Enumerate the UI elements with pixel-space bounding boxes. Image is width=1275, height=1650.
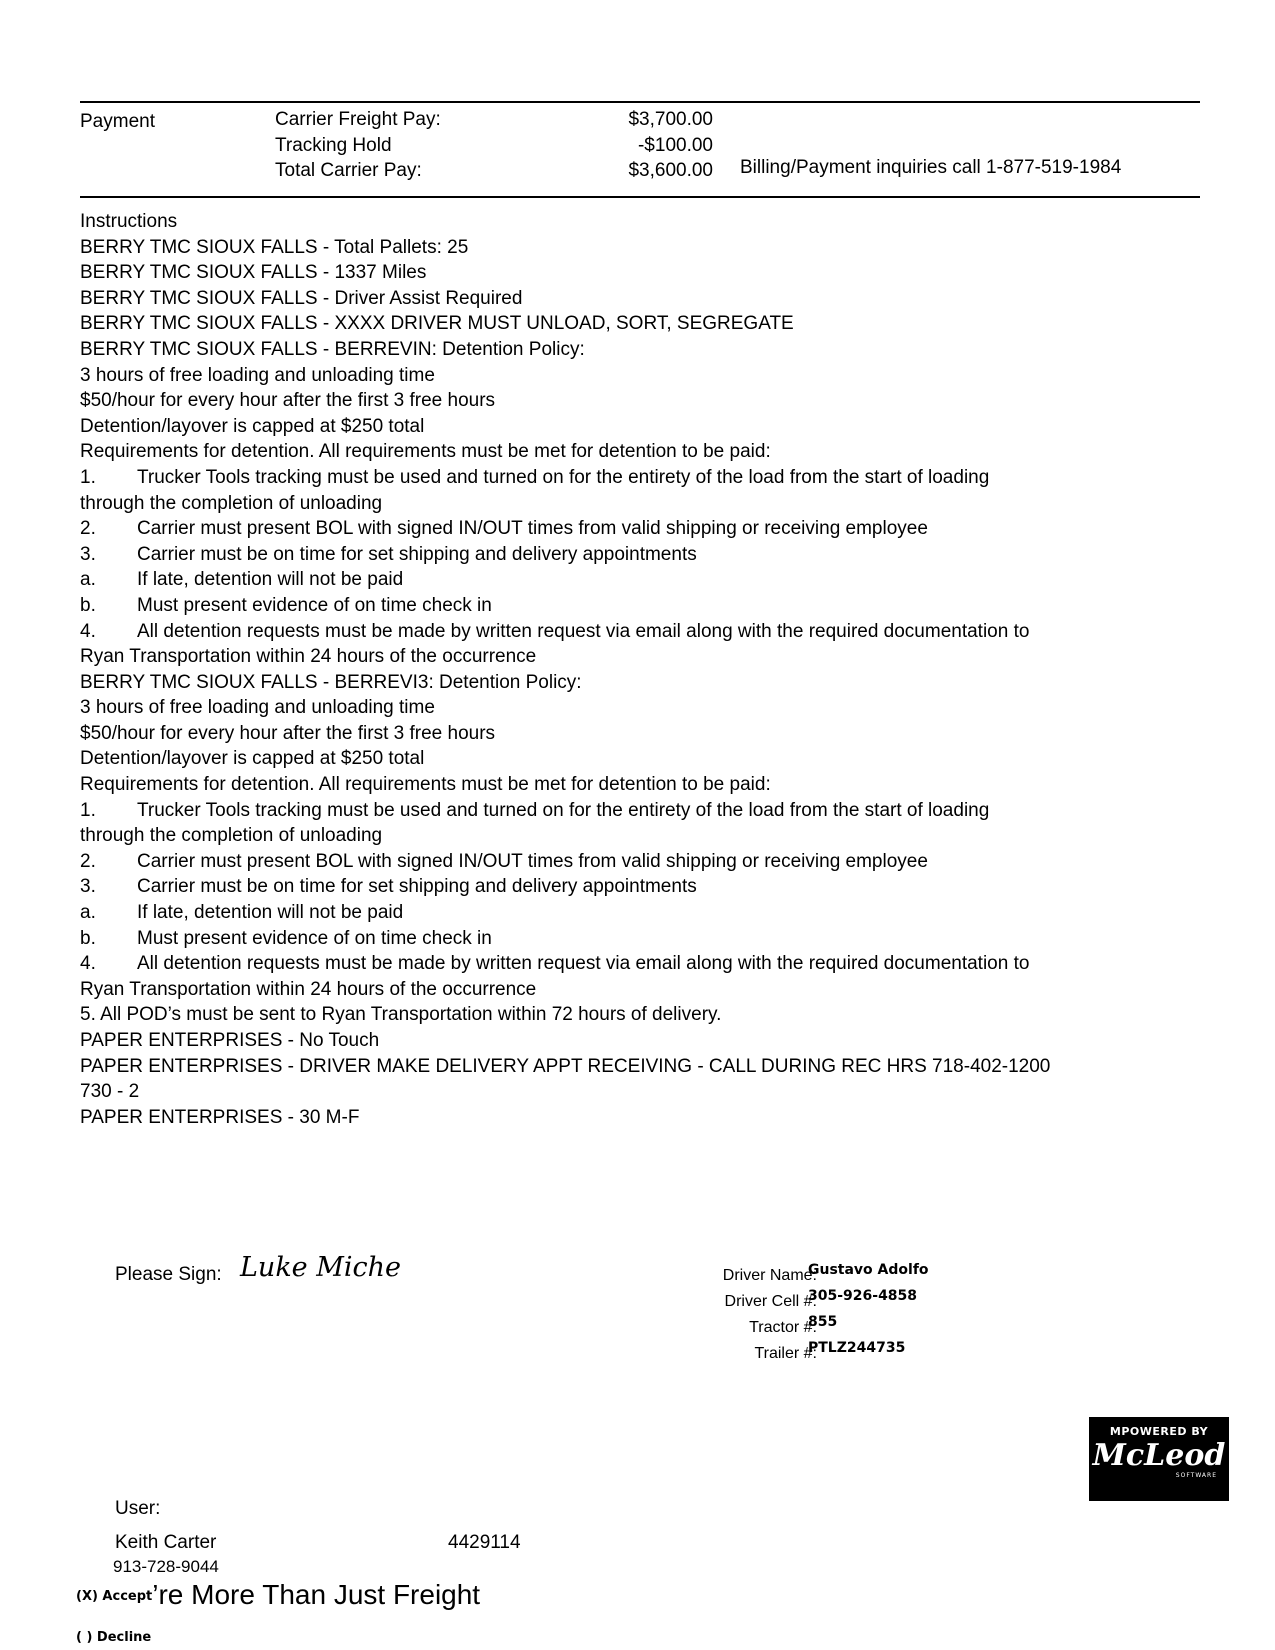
instruction-text: Requirements for detention. All requirements must be met for detention to be paid:: [80, 441, 771, 463]
payment-row-amount: $3,600.00: [628, 160, 713, 181]
instruction-line: [80, 439, 1195, 465]
user-code: 4429114: [448, 1532, 521, 1553]
instruction-line: [80, 874, 1195, 900]
instruction-text: PAPER ENTERPRISES - DRIVER MAKE DELIVERY APPT RECEIVING - CALL DURING REC HRS 718-402-1200: [80, 1055, 1051, 1077]
instruction-text: BERRY TMC SIOUX FALLS - Total Pallets: 25: [80, 236, 469, 258]
instruction-line: [80, 1028, 1195, 1054]
instruction-number: 4.: [80, 953, 96, 975]
instruction-text: All detention requests must be made by written request via email along with the required documentation to: [137, 620, 1030, 642]
instruction-number: 4.: [80, 620, 96, 642]
driver-name-label: Driver Name:: [722, 1267, 817, 1284]
instruction-text: Detention/layover is capped at $250 total: [80, 415, 425, 437]
instruction-line: [80, 311, 1195, 337]
instruction-line: [80, 695, 1195, 721]
instruction-number: b.: [80, 594, 96, 616]
logo-brand: McLeod: [1092, 1438, 1226, 1473]
tagline: ’re More Than Just Freight: [152, 1579, 481, 1610]
instruction-text: through the completion of unloading: [80, 492, 383, 514]
instruction-line: [80, 1079, 1195, 1105]
accept-option[interactable]: (X) Accept: [76, 1589, 153, 1604]
instruction-line: [80, 465, 1195, 491]
driver-cell-value: 305-926-4858: [808, 1288, 918, 1304]
trailer-label: Trailer #:: [754, 1345, 817, 1362]
instruction-number: 1.: [80, 799, 96, 821]
instruction-number: b.: [80, 927, 96, 949]
instruction-text: $50/hour for every hour after the first 3 free hours: [80, 722, 496, 744]
instruction-line: [80, 772, 1195, 798]
instruction-line: [80, 798, 1195, 824]
instruction-text: If late, detention will not be paid: [137, 902, 404, 924]
instruction-text: 730 - 2: [80, 1081, 140, 1103]
instruction-text: BERRY TMC SIOUX FALLS - 1337 Miles: [80, 262, 427, 284]
instruction-text: Carrier must be on time for set shipping and delivery appointments: [137, 543, 697, 565]
instruction-text: If late, detention will not be paid: [137, 569, 404, 591]
payment-row-amount: -$100.00: [637, 134, 713, 156]
decline-option[interactable]: ( ) Decline: [76, 1630, 152, 1645]
instruction-line: [80, 260, 1195, 286]
instruction-text: All detention requests must be made by written request via email along with the required documentation to: [137, 953, 1030, 975]
payment-labels: [275, 107, 441, 184]
instruction-text: Carrier must present BOL with signed IN/OUT times from valid shipping or receiving employee: [137, 518, 928, 540]
sign-label: Please Sign:: [115, 1264, 222, 1285]
instruction-text: through the completion of unloading: [80, 825, 383, 847]
instruction-text: 5. All POD’s must be sent to Ryan Transportation within 72 hours of delivery.: [80, 1004, 722, 1026]
instruction-text: Ryan Transportation within 24 hours of the occurrence: [80, 646, 537, 668]
instruction-number: 3.: [80, 543, 96, 565]
billing-note: Billing/Payment inquiries call 1-877-519-1984: [740, 157, 1122, 178]
instruction-text: 3 hours of free loading and unloading time: [80, 364, 435, 386]
instruction-number: a.: [80, 569, 96, 591]
instructions-section: [80, 209, 1195, 1130]
instruction-line: [80, 235, 1195, 261]
payment-amounts: [560, 107, 713, 184]
instruction-line: [80, 823, 1195, 849]
payment-row-label: Total Carrier Pay:: [275, 160, 422, 181]
payment-row-label: Carrier Freight Pay:: [275, 109, 441, 130]
signature: Luke Miche: [240, 1252, 402, 1283]
instruction-line: [80, 619, 1195, 645]
instruction-line: [80, 977, 1195, 1003]
instruction-text: Carrier must be on time for set shipping and delivery appointments: [137, 876, 697, 898]
instruction-line: [80, 363, 1195, 389]
instruction-line: [80, 414, 1195, 440]
instruction-line: [80, 516, 1195, 542]
instruction-line: [80, 1002, 1195, 1028]
instruction-text: Must present evidence of on time check in: [137, 927, 492, 949]
tractor-value: 855: [808, 1314, 838, 1330]
instruction-line: [80, 337, 1195, 363]
instruction-number: 2.: [80, 850, 96, 872]
instruction-text: Must present evidence of on time check in: [137, 594, 492, 616]
instruction-text: BERRY TMC SIOUX FALLS - XXXX DRIVER MUST UNLOAD, SORT, SEGREGATE: [80, 313, 794, 335]
payment-divider: [80, 196, 1200, 198]
instruction-line: [80, 1054, 1195, 1080]
instruction-text: BERRY TMC SIOUX FALLS - BERREVIN: Detention Policy:: [80, 338, 585, 360]
trailer-value: PTLZ244735: [808, 1340, 906, 1356]
instruction-line: [80, 593, 1195, 619]
payment-row-amount: $3,700.00: [628, 109, 713, 130]
payment-row-label: Tracking Hold: [275, 134, 392, 156]
instruction-text: Ryan Transportation within 24 hours of the occurrence: [80, 978, 537, 1000]
instruction-text: BERRY TMC SIOUX FALLS - BERREVI3: Detention Policy:: [80, 671, 582, 693]
instruction-line: [80, 721, 1195, 747]
instructions-list: [80, 235, 1195, 1131]
instruction-number: 2.: [80, 518, 96, 540]
instruction-line: [80, 286, 1195, 312]
instruction-line: [80, 491, 1195, 517]
mcleod-logo: [1089, 1417, 1229, 1501]
instruction-line: [80, 670, 1195, 696]
instruction-line: [80, 388, 1195, 414]
user-label: User:: [115, 1498, 161, 1519]
driver-name-value: Gustavo Adolfo: [808, 1262, 929, 1278]
user-phone: 913-728-9044: [113, 1557, 219, 1576]
instruction-line: [80, 926, 1195, 952]
tractor-label: Tractor #:: [749, 1319, 817, 1336]
instruction-line: [80, 849, 1195, 875]
instruction-text: 3 hours of free loading and unloading time: [80, 697, 435, 719]
top-rule: [80, 101, 1200, 103]
instruction-text: $50/hour for every hour after the first 3 free hours: [80, 390, 496, 412]
driver-cell-label: Driver Cell #:: [724, 1293, 817, 1310]
instruction-line: [80, 900, 1195, 926]
payment-section-label: Payment: [80, 111, 155, 132]
accept-row[interactable]: [76, 1579, 480, 1611]
logo-top-text: MPOWERED BY: [1109, 1425, 1209, 1438]
instruction-text: Requirements for detention. All requirements must be met for detention to be paid:: [80, 774, 771, 796]
instruction-line: [80, 542, 1195, 568]
instruction-number: 1.: [80, 466, 96, 488]
instruction-line: [80, 746, 1195, 772]
instruction-text: PAPER ENTERPRISES - 30 M-F: [80, 1106, 360, 1128]
instruction-number: a.: [80, 902, 96, 924]
instruction-text: Detention/layover is capped at $250 total: [80, 748, 425, 770]
user-name: Keith Carter: [115, 1532, 217, 1553]
logo-sub-text: SOFTWARE: [1175, 1472, 1217, 1479]
instruction-text: Trucker Tools tracking must be used and turned on for the entirety of the load from the start of loading: [137, 799, 990, 821]
instructions-title: Instructions: [80, 211, 178, 232]
instruction-text: Trucker Tools tracking must be used and turned on for the entirety of the load from the start of loading: [137, 466, 990, 488]
instruction-line: [80, 644, 1195, 670]
instruction-text: BERRY TMC SIOUX FALLS - Driver Assist Required: [80, 287, 523, 309]
instruction-line: [80, 1105, 1195, 1131]
instruction-text: Carrier must present BOL with signed IN/OUT times from valid shipping or receiving employee: [137, 850, 928, 872]
instruction-text: PAPER ENTERPRISES - No Touch: [80, 1030, 380, 1051]
instruction-number: 3.: [80, 876, 96, 898]
instruction-line: [80, 567, 1195, 593]
instruction-line: [80, 951, 1195, 977]
